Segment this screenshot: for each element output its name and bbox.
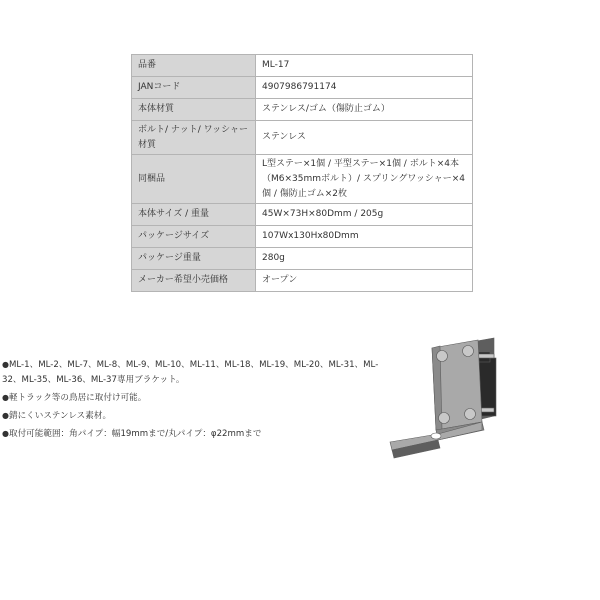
feature-text: 取付可能範囲：角パイプ：幅19mmまで/丸パイプ：φ22mmまで bbox=[8, 429, 262, 439]
spec-value: ステンレス/ゴム（傷防止ゴム） bbox=[256, 99, 473, 121]
feature-item bbox=[2, 357, 382, 388]
feature-item bbox=[2, 426, 382, 442]
bullet-icon: ● bbox=[2, 393, 9, 402]
bullet-icon: ● bbox=[2, 411, 9, 420]
spec-label: 同梱品 bbox=[132, 155, 256, 204]
product-photo bbox=[382, 330, 512, 490]
spec-row-part-number bbox=[132, 55, 473, 77]
spec-row-retail-price bbox=[132, 270, 473, 292]
feature-text: 軽トラック等の鳥居に取付け可能。 bbox=[8, 393, 147, 403]
spec-row-body-size-weight bbox=[132, 204, 473, 226]
feature-text: ML-1、ML-2、ML-7、ML-8、ML-9、ML-10、ML-11、ML-18、ML-19、ML-20、ML-31、ML-32、ML-35、ML-36、ML-37専用ブラケット。 bbox=[2, 360, 379, 385]
spec-value: オープン bbox=[256, 270, 473, 292]
spec-label: JANコード bbox=[132, 77, 256, 99]
feature-item bbox=[2, 390, 382, 406]
spec-value: ML-17 bbox=[256, 55, 473, 77]
spec-row-package-weight bbox=[132, 248, 473, 270]
spec-row-body-material bbox=[132, 99, 473, 121]
spec-value: L型ステー×1個 / 平型ステー×1個 / ボルト×4本（M6×35mmボルト）/ スプリングワッシャー×4個 / 傷防止ゴム×2枚 bbox=[256, 155, 473, 204]
feature-item bbox=[2, 408, 382, 424]
spec-row-bolt-material bbox=[132, 121, 473, 155]
spec-table bbox=[131, 54, 473, 292]
feature-text: 錆にくいステンレス素材。 bbox=[8, 411, 112, 421]
feature-list bbox=[2, 357, 382, 444]
spec-value: ステンレス bbox=[256, 121, 473, 155]
spec-row-included-items bbox=[132, 155, 473, 204]
spec-label: メーカー希望小売価格 bbox=[132, 270, 256, 292]
bullet-icon: ● bbox=[2, 429, 9, 438]
spec-value: 107Wx130Hx80Dmm bbox=[256, 226, 473, 248]
spec-label: 本体サイズ / 重量 bbox=[132, 204, 256, 226]
spec-label: 本体材質 bbox=[132, 99, 256, 121]
spec-value: 45W×73H×80Dmm / 205g bbox=[256, 204, 473, 226]
bullet-icon: ● bbox=[2, 360, 9, 369]
spec-row-package-size bbox=[132, 226, 473, 248]
spec-label: パッケージサイズ bbox=[132, 226, 256, 248]
spec-row-jan-code bbox=[132, 77, 473, 99]
spec-value: 4907986791174 bbox=[256, 77, 473, 99]
spec-label: 品番 bbox=[132, 55, 256, 77]
spec-label: パッケージ重量 bbox=[132, 248, 256, 270]
spec-value: 280g bbox=[256, 248, 473, 270]
spec-label: ボルト/ ナット/ ワッシャー材質 bbox=[132, 121, 256, 155]
